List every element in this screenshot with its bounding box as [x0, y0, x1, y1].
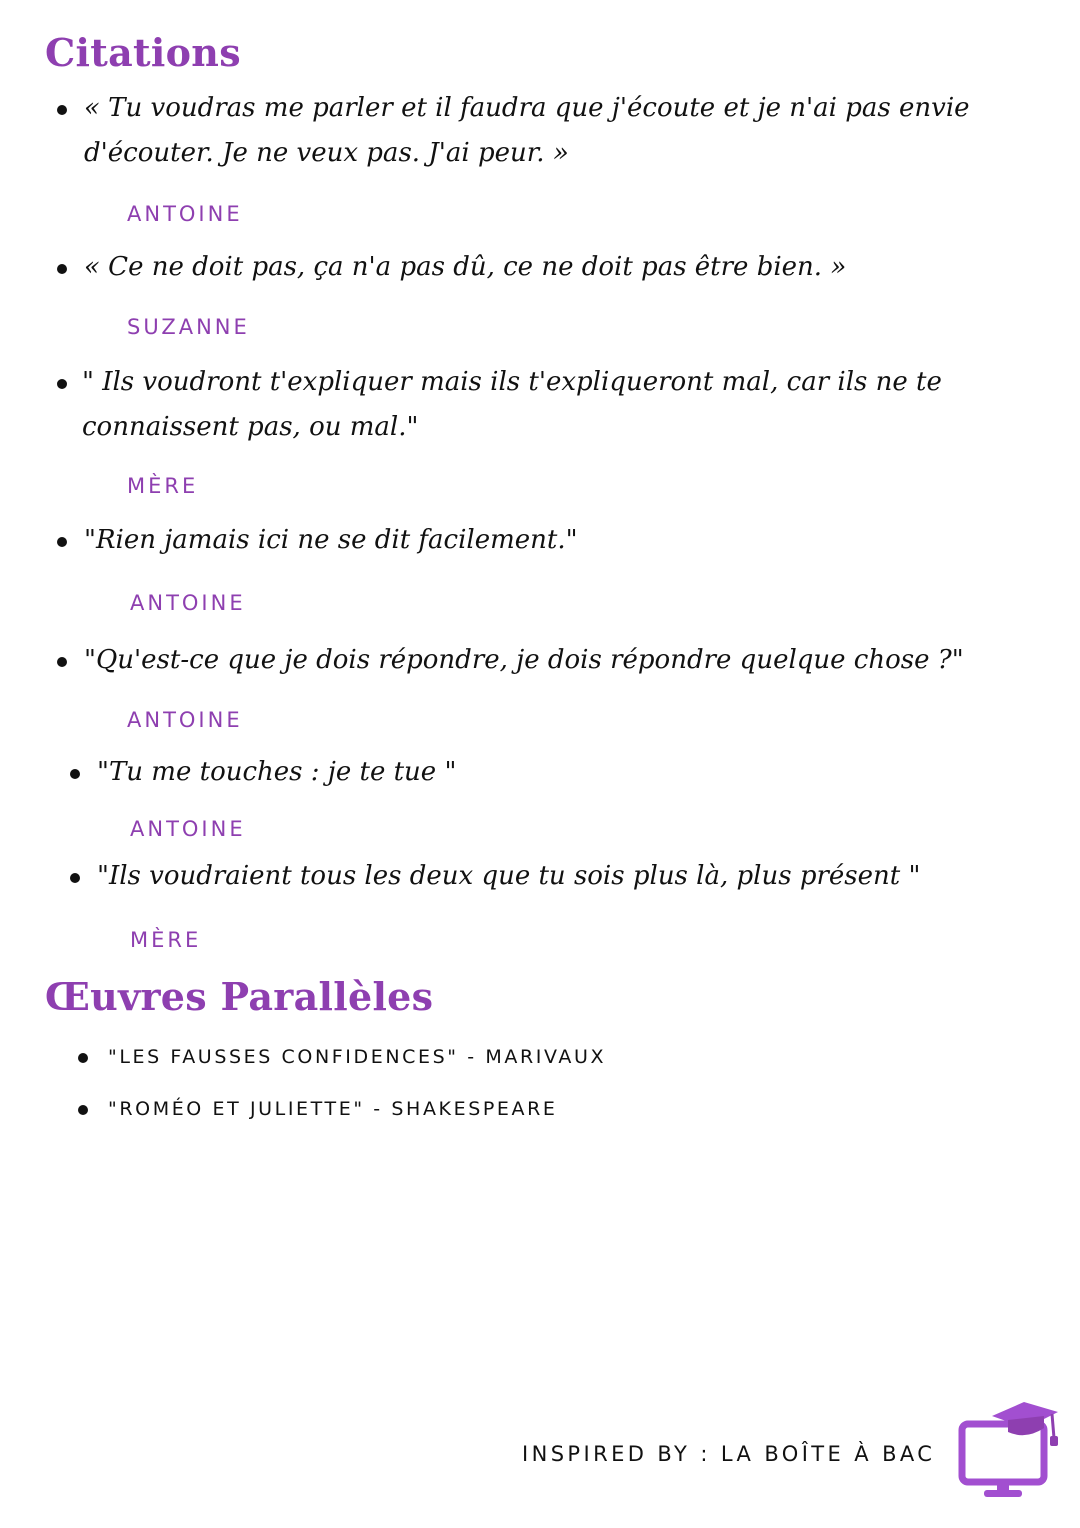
bullet-icon — [57, 264, 67, 274]
bullet-icon — [70, 769, 80, 779]
citations-heading: Citations — [45, 30, 241, 75]
citation-text: "Tu me touches : je te tue " — [97, 757, 457, 787]
graduation-cap-monitor-icon — [952, 1398, 1064, 1502]
citation-text: « Tu voudras me parler et il faudra que j'écoute et je n'ai pas envie d'écouter. Je ne veux pas. J'ai peur. » — [84, 93, 970, 168]
oeuvre-text: "ROMÉO ET JULIETTE" - SHAKESPEARE — [108, 1098, 558, 1120]
citation-speaker: ANTOINE — [127, 202, 243, 226]
citation-speaker: ANTOINE — [130, 817, 246, 841]
bullet-icon — [78, 1105, 88, 1115]
bullet-icon — [57, 379, 67, 389]
citation-speaker: MÈRE — [130, 928, 202, 952]
citation-text: "Qu'est-ce que je dois répondre, je dois répondre quelque chose ?" — [84, 645, 964, 675]
citation-text: « Ce ne doit pas, ça n'a pas dû, ce ne doit pas être bien. » — [84, 252, 847, 282]
oeuvre-text: "LES FAUSSES CONFIDENCES" - MARIVAUX — [108, 1046, 607, 1068]
citation-speaker: SUZANNE — [127, 315, 250, 339]
citation-speaker: ANTOINE — [127, 708, 243, 732]
oeuvres-heading: Œuvres Parallèles — [45, 974, 434, 1019]
footer-credit: INSPIRED BY : LA BOÎTE À BAC — [522, 1442, 936, 1466]
citation-speaker: MÈRE — [127, 474, 199, 498]
citation-text: "Ils voudraient tous les deux que tu sois plus là, plus présent " — [97, 861, 921, 891]
bullet-icon — [70, 873, 80, 883]
bullet-icon — [57, 537, 67, 547]
bullet-icon — [57, 657, 67, 667]
citation-speaker: ANTOINE — [130, 591, 246, 615]
bullet-icon — [57, 105, 67, 115]
citation-text: "Rien jamais ici ne se dit facilement." — [84, 525, 578, 555]
citation-text: " Ils voudront t'expliquer mais ils t'expliqueront mal, car ils ne te connaissent pas, ou mal." — [82, 367, 942, 442]
bullet-icon — [78, 1053, 88, 1063]
